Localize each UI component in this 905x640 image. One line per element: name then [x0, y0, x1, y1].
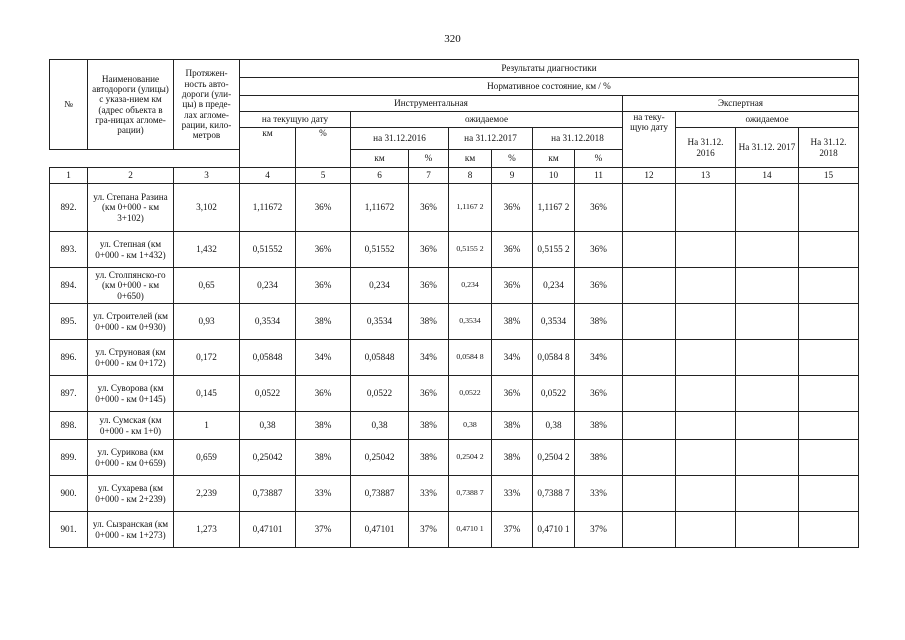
road-length: 1: [174, 412, 240, 440]
row-number: 899.: [50, 440, 88, 476]
km-2018: 0,0522: [533, 376, 575, 412]
header-expected: ожидаемое: [351, 112, 623, 128]
expert-cell: [676, 376, 736, 412]
header-expert-current: на теку-щую дату: [623, 112, 676, 168]
pct-2016: 36%: [409, 184, 449, 232]
header-km-2017: км: [449, 150, 492, 168]
pct-2017: 37%: [492, 512, 533, 548]
expert-cell: [623, 304, 676, 340]
expert-cell: [736, 476, 799, 512]
expert-cell: [623, 340, 676, 376]
km-2017: 0,38: [449, 412, 492, 440]
km-2017: 0,5155 2: [449, 232, 492, 268]
row-number: 896.: [50, 340, 88, 376]
column-index: 1: [50, 168, 88, 184]
km-current: 0,51552: [240, 232, 296, 268]
table-row: [50, 476, 859, 512]
header-km-2018: км: [533, 150, 575, 168]
pct-2017: 38%: [492, 412, 533, 440]
pct-current: 36%: [296, 376, 351, 412]
header-on-2018: на 31.12.2018: [533, 128, 623, 150]
expert-cell: [736, 376, 799, 412]
km-2016: 0,0522: [351, 376, 409, 412]
km-2016: 1,11672: [351, 184, 409, 232]
km-2016: 0,51552: [351, 232, 409, 268]
km-2016: 0,73887: [351, 476, 409, 512]
pct-2018: 34%: [575, 340, 623, 376]
expert-cell: [799, 512, 859, 548]
km-current: 0,47101: [240, 512, 296, 548]
road-length: 1,432: [174, 232, 240, 268]
expert-cell: [676, 440, 736, 476]
pct-current: 33%: [296, 476, 351, 512]
pct-2018: 37%: [575, 512, 623, 548]
pct-2018: 36%: [575, 232, 623, 268]
km-2018: 0,5155 2: [533, 232, 575, 268]
km-2016: 0,25042: [351, 440, 409, 476]
road-length: 0,65: [174, 268, 240, 304]
pct-2016: 37%: [409, 512, 449, 548]
header-pct-2018: %: [575, 150, 623, 168]
column-index: 6: [351, 168, 409, 184]
header-km-2016: км: [351, 150, 409, 168]
row-number: 900.: [50, 476, 88, 512]
expert-cell: [799, 304, 859, 340]
column-index: 7: [409, 168, 449, 184]
km-current: 0,38: [240, 412, 296, 440]
pct-2016: 38%: [409, 304, 449, 340]
road-length: 2,239: [174, 476, 240, 512]
km-2018: 0,3534: [533, 304, 575, 340]
pct-current: 38%: [296, 412, 351, 440]
expert-cell: [623, 268, 676, 304]
road-name: ул. Сухарева (км 0+000 - км 2+239): [88, 476, 174, 512]
expert-cell: [736, 268, 799, 304]
column-index: 5: [296, 168, 351, 184]
pct-2017: 36%: [492, 184, 533, 232]
expert-cell: [799, 440, 859, 476]
pct-current: 36%: [296, 232, 351, 268]
pct-2017: 38%: [492, 440, 533, 476]
header-instrumental: Инструментальная: [240, 96, 623, 112]
road-length: 1,273: [174, 512, 240, 548]
diagnostics-table: [49, 59, 859, 548]
row-number: 894.: [50, 268, 88, 304]
pct-2018: 36%: [575, 268, 623, 304]
header-pct-2017: %: [492, 150, 533, 168]
header-no: №: [50, 60, 88, 150]
expert-cell: [799, 340, 859, 376]
table-row: [50, 268, 859, 304]
pct-2017: 36%: [492, 376, 533, 412]
pct-current: 37%: [296, 512, 351, 548]
pct-2016: 36%: [409, 268, 449, 304]
header-pct-current: %: [296, 128, 351, 168]
expert-cell: [736, 340, 799, 376]
pct-2018: 38%: [575, 440, 623, 476]
pct-2018: 33%: [575, 476, 623, 512]
expert-cell: [623, 232, 676, 268]
table-row: [50, 304, 859, 340]
expert-cell: [676, 340, 736, 376]
km-2017: 0,234: [449, 268, 492, 304]
km-2017: 0,2504 2: [449, 440, 492, 476]
km-2017: 0,0522: [449, 376, 492, 412]
table-row: [50, 412, 859, 440]
column-index: 10: [533, 168, 575, 184]
pct-2018: 38%: [575, 304, 623, 340]
pct-current: 38%: [296, 304, 351, 340]
pct-2016: 36%: [409, 232, 449, 268]
column-index-row: [50, 168, 859, 184]
road-name: ул. Сурикова (км 0+000 - км 0+659): [88, 440, 174, 476]
pct-2017: 36%: [492, 268, 533, 304]
pct-2016: 38%: [409, 440, 449, 476]
header-exp-2016: На 31.12. 2016: [676, 128, 736, 168]
road-length: 0,145: [174, 376, 240, 412]
column-index: 3: [174, 168, 240, 184]
row-number: 892.: [50, 184, 88, 232]
table-row: [50, 184, 859, 232]
column-index: 13: [676, 168, 736, 184]
row-number: 901.: [50, 512, 88, 548]
header-results: Результаты диагностики: [240, 60, 859, 78]
km-2018: 0,0584 8: [533, 340, 575, 376]
pct-2017: 33%: [492, 476, 533, 512]
row-number: 898.: [50, 412, 88, 440]
pct-2016: 36%: [409, 376, 449, 412]
header-length: Протяжен-ность авто-дороги (ули-цы) в преде-лах агломе-рации, кило-метров: [174, 60, 240, 150]
pct-2018: 36%: [575, 184, 623, 232]
km-2016: 0,38: [351, 412, 409, 440]
km-2016: 0,3534: [351, 304, 409, 340]
header-expert: Экспертная: [623, 96, 859, 112]
table-row: [50, 376, 859, 412]
expert-cell: [799, 268, 859, 304]
km-2018: 0,2504 2: [533, 440, 575, 476]
expert-cell: [736, 412, 799, 440]
road-name: ул. Строителей (км 0+000 - км 0+930): [88, 304, 174, 340]
km-current: 0,3534: [240, 304, 296, 340]
road-name: ул. Сумская (км 0+000 - км 1+0): [88, 412, 174, 440]
header-current-date: на текущую дату: [240, 112, 351, 128]
header-name: Наименование автодороги (улицы) с указа-нием км (адрес объекта в гра-ницах агломе-рации): [88, 60, 174, 150]
pct-2018: 38%: [575, 412, 623, 440]
km-2017: 0,3534: [449, 304, 492, 340]
road-length: 0,172: [174, 340, 240, 376]
expert-cell: [623, 376, 676, 412]
km-2017: 0,0584 8: [449, 340, 492, 376]
row-number: 893.: [50, 232, 88, 268]
pct-2018: 36%: [575, 376, 623, 412]
expert-cell: [799, 184, 859, 232]
expert-cell: [736, 304, 799, 340]
header-on-2017: на 31.12.2017: [449, 128, 533, 150]
expert-cell: [676, 412, 736, 440]
table-row: [50, 340, 859, 376]
header-expert-expected: ожидаемое: [676, 112, 859, 128]
road-name: ул. Сызранская (км 0+000 - км 1+273): [88, 512, 174, 548]
road-name: ул. Столпянско-го (км 0+000 - км 0+650): [88, 268, 174, 304]
km-current: 0,0522: [240, 376, 296, 412]
expert-cell: [623, 184, 676, 232]
km-2018: 1,1167 2: [533, 184, 575, 232]
column-index: 8: [449, 168, 492, 184]
expert-cell: [736, 440, 799, 476]
km-2017: 0,7388 7: [449, 476, 492, 512]
column-index: 12: [623, 168, 676, 184]
header-pct-2016: %: [409, 150, 449, 168]
expert-cell: [736, 512, 799, 548]
km-2016: 0,47101: [351, 512, 409, 548]
road-name: ул. Струновая (км 0+000 - км 0+172): [88, 340, 174, 376]
km-2017: 1,1167 2: [449, 184, 492, 232]
pct-current: 38%: [296, 440, 351, 476]
column-index: 15: [799, 168, 859, 184]
expert-cell: [623, 440, 676, 476]
km-current: 0,25042: [240, 440, 296, 476]
header-exp-2017: На 31.12. 2017: [736, 128, 799, 168]
expert-cell: [676, 268, 736, 304]
table-row: [50, 512, 859, 548]
pct-2017: 34%: [492, 340, 533, 376]
road-name: ул. Суворова (км 0+000 - км 0+145): [88, 376, 174, 412]
column-index: 2: [88, 168, 174, 184]
km-2016: 0,234: [351, 268, 409, 304]
header-exp-2018: На 31.12. 2018: [799, 128, 859, 168]
expert-cell: [676, 232, 736, 268]
km-current: 1,11672: [240, 184, 296, 232]
road-length: 0,93: [174, 304, 240, 340]
column-index: 4: [240, 168, 296, 184]
expert-cell: [799, 232, 859, 268]
pct-current: 36%: [296, 268, 351, 304]
header-normative: Нормативное состояние, км / %: [240, 78, 859, 96]
expert-cell: [676, 304, 736, 340]
expert-cell: [799, 376, 859, 412]
header-km-current: км: [240, 128, 296, 168]
pct-2017: 38%: [492, 304, 533, 340]
km-current: 0,234: [240, 268, 296, 304]
expert-cell: [623, 412, 676, 440]
table-row: [50, 440, 859, 476]
road-name: ул. Степная (км 0+000 - км 1+432): [88, 232, 174, 268]
pct-2016: 33%: [409, 476, 449, 512]
km-2016: 0,05848: [351, 340, 409, 376]
road-length: 3,102: [174, 184, 240, 232]
expert-cell: [736, 232, 799, 268]
road-length: 0,659: [174, 440, 240, 476]
expert-cell: [736, 184, 799, 232]
road-name: ул. Степана Разина (км 0+000 - км 3+102): [88, 184, 174, 232]
km-2017: 0,4710 1: [449, 512, 492, 548]
pct-current: 34%: [296, 340, 351, 376]
km-2018: 0,234: [533, 268, 575, 304]
km-current: 0,05848: [240, 340, 296, 376]
expert-cell: [676, 476, 736, 512]
expert-cell: [799, 476, 859, 512]
table-row: [50, 232, 859, 268]
expert-cell: [799, 412, 859, 440]
pct-current: 36%: [296, 184, 351, 232]
row-number: 895.: [50, 304, 88, 340]
expert-cell: [623, 476, 676, 512]
pct-2016: 38%: [409, 412, 449, 440]
expert-cell: [623, 512, 676, 548]
km-2018: 0,38: [533, 412, 575, 440]
row-number: 897.: [50, 376, 88, 412]
km-2018: 0,4710 1: [533, 512, 575, 548]
page-number: 320: [444, 33, 461, 45]
column-index: 11: [575, 168, 623, 184]
pct-2016: 34%: [409, 340, 449, 376]
column-index: 9: [492, 168, 533, 184]
column-index: 14: [736, 168, 799, 184]
km-2018: 0,7388 7: [533, 476, 575, 512]
expert-cell: [676, 512, 736, 548]
km-current: 0,73887: [240, 476, 296, 512]
expert-cell: [676, 184, 736, 232]
header-on-2016: на 31.12.2016: [351, 128, 449, 150]
pct-2017: 36%: [492, 232, 533, 268]
